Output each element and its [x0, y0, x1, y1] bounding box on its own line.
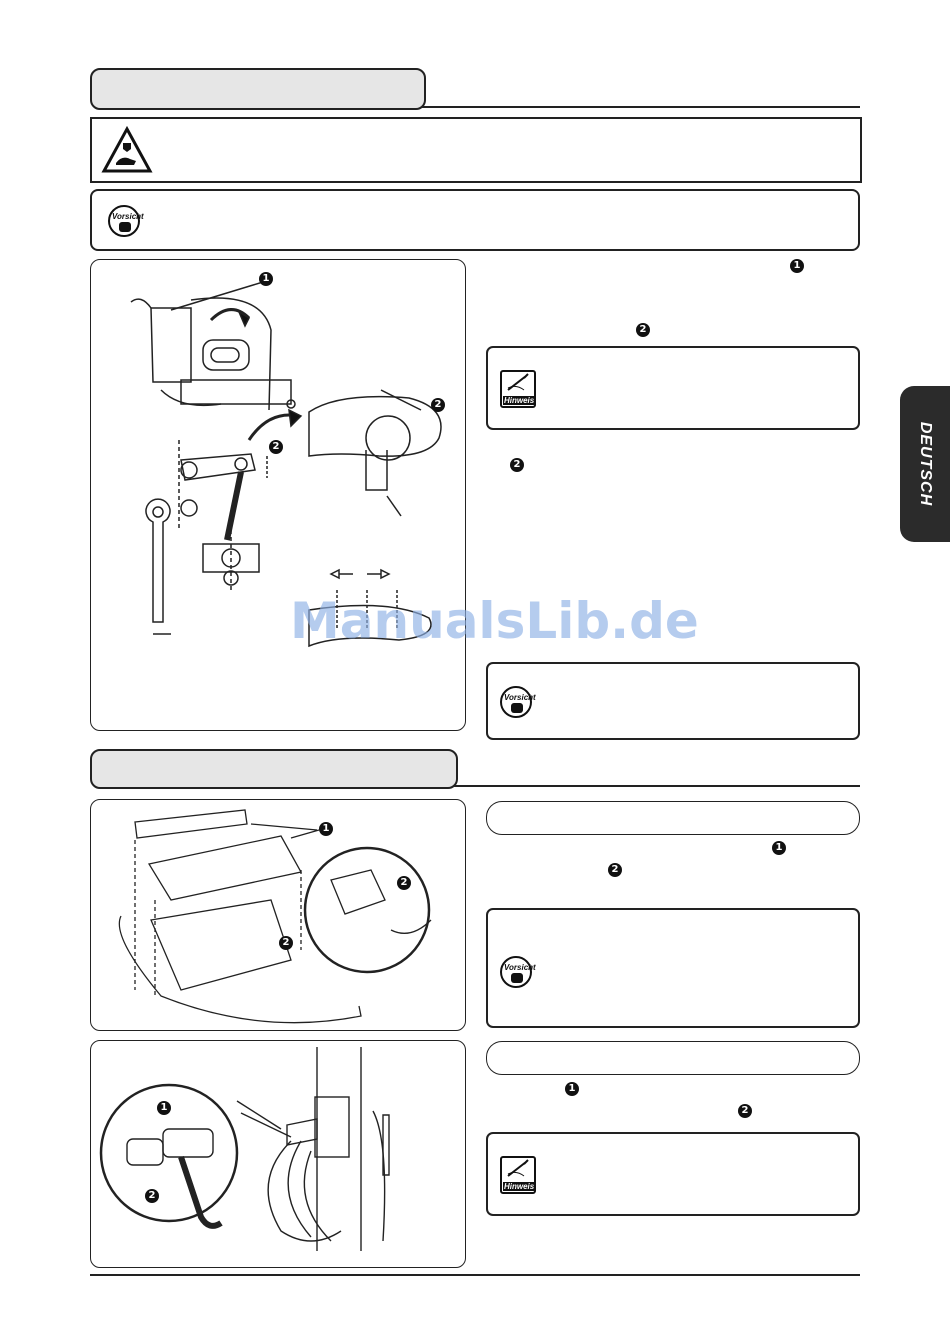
callout-2-fig1b: 2 [269, 440, 283, 454]
callout-1-text-c: 1 [565, 1082, 579, 1096]
section-1-title-tab [90, 68, 426, 110]
section-2-title-tab [90, 749, 458, 789]
caution-box-2 [486, 662, 860, 740]
note-box-2 [486, 1132, 860, 1216]
figure-panel-2 [90, 799, 466, 1031]
section-1-title-rule [422, 106, 860, 108]
figure-panel-3 [90, 1040, 466, 1268]
subsection-2-header [486, 1041, 860, 1075]
needle-bar-illustration [91, 260, 467, 732]
figure-panel-1 [90, 259, 466, 731]
callout-2-text-b: 2 [510, 458, 524, 472]
note-pen-icon: Hinweis [500, 370, 536, 408]
caution-icon: Vorsicht [108, 205, 140, 237]
note-pen-icon: Hinweis [500, 1156, 536, 1194]
hand-crush-warning-icon [102, 127, 152, 173]
callout-1-fig3: 1 [157, 1101, 171, 1115]
language-side-tab: DEUTSCH [900, 386, 950, 542]
callout-1-text-b: 1 [772, 841, 786, 855]
note-box-1 [486, 346, 860, 430]
callout-2-fig2b: 2 [279, 936, 293, 950]
footer-rule [90, 1274, 860, 1276]
callout-1-text: 1 [790, 259, 804, 273]
warning-box [90, 117, 862, 183]
callout-2-fig1a: 2 [431, 398, 445, 412]
caution-icon: Vorsicht [500, 956, 532, 988]
callout-2-fig2a: 2 [397, 876, 411, 890]
watermark: ManualsLib.de [290, 592, 699, 650]
subsection-1-header [486, 801, 860, 835]
caution-box-top [90, 189, 860, 251]
callout-2-text-d: 2 [738, 1104, 752, 1118]
callout-2-fig3: 2 [145, 1189, 159, 1203]
callout-2-text: 2 [636, 323, 650, 337]
callout-1-fig1: 1 [259, 272, 273, 286]
bed-cover-illustration [91, 800, 467, 1032]
air-connector-illustration [91, 1041, 467, 1269]
caution-icon: Vorsicht [500, 686, 532, 718]
section-2-title-rule [454, 785, 860, 787]
callout-1-fig2: 1 [319, 822, 333, 836]
callout-2-text-c: 2 [608, 863, 622, 877]
caution-box-3 [486, 908, 860, 1028]
